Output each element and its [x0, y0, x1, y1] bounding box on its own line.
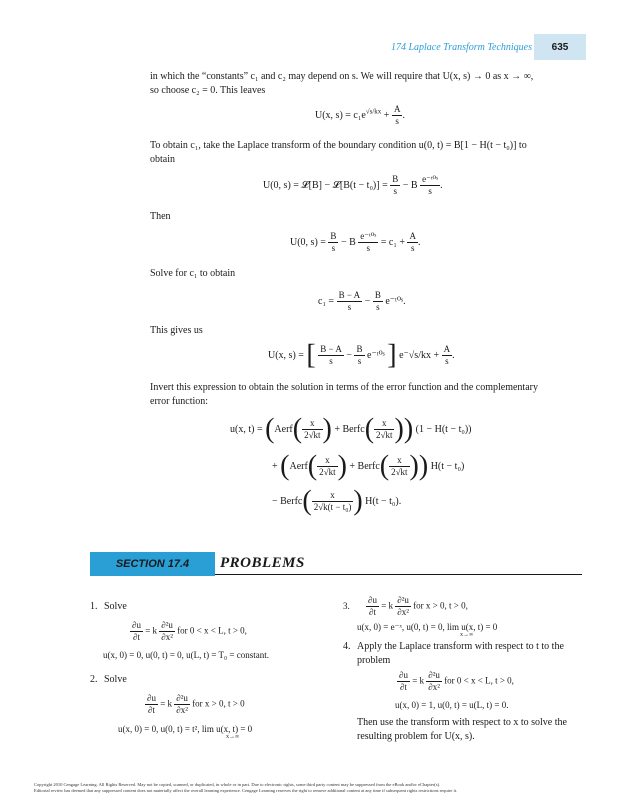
bracket-left: [ — [306, 339, 316, 371]
numerator: B — [374, 290, 381, 300]
numerator: ∂u — [399, 670, 408, 680]
fraction — [130, 620, 143, 643]
numerator: ∂²u — [428, 670, 440, 680]
eq-text: e⁻ᵗ⁰ˢ — [367, 349, 385, 361]
eq-text: for 0 < x < L, t > 0, — [177, 625, 247, 636]
problem-number: 4. — [343, 641, 351, 652]
fraction — [392, 104, 403, 127]
fraction — [373, 290, 383, 313]
eq-text: U(x, s) = — [268, 349, 304, 361]
eq-text: u(x, t) = — [230, 423, 263, 435]
paren-left: ( — [307, 450, 318, 482]
fraction — [317, 455, 337, 478]
equation-1 — [315, 104, 405, 127]
denominator: s — [445, 356, 449, 366]
paren-right: ) — [403, 413, 414, 445]
numerator: B — [330, 231, 337, 241]
denominator: ∂x² — [176, 705, 188, 715]
denominator: ∂t — [133, 632, 140, 642]
denominator: ∂x² — [161, 632, 173, 642]
problem-2-bc — [118, 724, 253, 740]
problem-text: Apply the Laplace transform with respect to t to the — [357, 641, 564, 652]
eq-text: e⁻√s/kx — [399, 349, 431, 361]
numerator: ∂u — [368, 595, 377, 605]
problem-1-bc: u(x, 0) = 0, u(0, t) = 0, u(L, t) = T₀ = constant. — [103, 650, 269, 660]
fraction — [159, 620, 175, 643]
equation-6-line-3 — [272, 485, 402, 517]
paren-left: ( — [302, 485, 312, 517]
numerator: A — [409, 231, 416, 241]
fraction — [328, 231, 338, 254]
eq-text: . — [440, 179, 443, 191]
numerator: A — [443, 344, 451, 354]
eq-text: + — [272, 460, 278, 472]
problem-number: 3. — [343, 600, 350, 611]
equation-3 — [290, 231, 420, 254]
eq-text: = k — [160, 698, 173, 709]
eq-text: Aerf — [274, 423, 293, 435]
limit-subscript: x→∞ — [460, 632, 474, 638]
eq-text: U(0, s) = — [290, 236, 326, 248]
eq-text: = k — [412, 675, 425, 686]
numerator: ∂u — [132, 620, 141, 630]
paren-left: ( — [292, 413, 303, 445]
denominator: 2√kt — [391, 467, 408, 477]
denominator: 2√kt — [376, 430, 393, 440]
fraction — [389, 455, 409, 478]
running-title: 174 Laplace Transform Techniques — [390, 42, 532, 53]
fraction — [318, 344, 344, 367]
numerator: x — [312, 490, 354, 502]
problem-number: 2. — [90, 674, 98, 685]
eq-text: for x > 0, t > 0 — [192, 698, 245, 709]
problem-4-pde — [397, 670, 514, 693]
numerator: ∂²u — [397, 595, 409, 605]
numerator: x — [389, 455, 409, 467]
fraction — [145, 693, 158, 716]
fraction — [366, 595, 379, 618]
eq-text: c₁ = — [318, 295, 335, 307]
problem-2 — [90, 673, 127, 687]
text-line: in which the “constants” c₁ and c₂ may depend on s. We will require that U(x, s) → 0 as x → ∞, — [150, 71, 534, 82]
denominator: 2√kt — [319, 467, 336, 477]
equation-4 — [318, 290, 406, 313]
numerator: A — [393, 104, 401, 114]
eq-text: for x > 0, t > 0, — [413, 600, 468, 611]
problem-3-bc — [357, 622, 498, 638]
problem-2-pde — [145, 693, 245, 716]
eq-text: for 0 < x < L, t > 0, — [444, 675, 514, 686]
eq-text: U(x, s) = c₁e — [315, 109, 366, 121]
paragraph-2 — [150, 139, 590, 167]
problem-text: Solve — [104, 601, 127, 612]
fraction — [426, 670, 442, 693]
problem-text: resulting problem for U(x, s). — [357, 731, 475, 742]
fraction — [395, 595, 411, 618]
section-title: PROBLEMS — [220, 555, 305, 571]
limit-subscript: x→∞ — [226, 734, 240, 740]
fraction — [407, 231, 418, 254]
paren-right: ) — [394, 413, 404, 445]
numerator: B — [356, 344, 363, 354]
numerator: B − A — [320, 344, 342, 354]
fraction — [337, 290, 363, 313]
eq-text: + — [383, 109, 390, 121]
numerator: e⁻ᵗ⁰ˢ — [422, 174, 439, 184]
eq-text: = k — [145, 625, 158, 636]
denominator: s — [376, 302, 380, 312]
problem-number: 1. — [90, 601, 98, 612]
numerator: ∂²u — [161, 620, 173, 630]
numerator: B − A — [338, 290, 361, 300]
equation-2 — [263, 174, 443, 197]
paragraph-1 — [150, 70, 590, 98]
fraction — [312, 490, 354, 513]
bracket-right: ] — [387, 339, 397, 371]
denominator: 2√kt — [304, 430, 321, 440]
fraction — [442, 344, 453, 367]
denominator: s — [395, 116, 399, 126]
eq-text: e⁻ᵗ⁰ˢ. — [385, 295, 406, 307]
problem-text: Then use the transform with respect to x to solve the — [357, 717, 567, 728]
denominator: ∂x² — [397, 607, 409, 617]
problem-3-pde — [343, 595, 468, 618]
eq-text: . — [452, 349, 455, 361]
paragraph-invert — [150, 381, 590, 409]
eq-text: . — [417, 236, 421, 248]
fraction — [358, 231, 378, 254]
equation-5 — [268, 339, 455, 371]
eq-text: U(0, s) = 𝓛[B] − 𝓛[B(t − t₀)] = — [263, 179, 388, 191]
denominator: s — [393, 186, 398, 196]
problem-1-pde — [130, 620, 247, 643]
solve-for-label: Solve for c₁ to obtain — [150, 268, 236, 279]
paren-left: ( — [364, 413, 375, 445]
denominator: ∂t — [369, 607, 376, 617]
paren-right: ) — [322, 413, 332, 445]
problem-4-bc: u(x, 0) = 1, u(0, t) = u(L, t) = 0. — [395, 700, 509, 710]
fraction — [354, 344, 364, 367]
fraction — [174, 693, 190, 716]
denominator: ∂x² — [428, 682, 440, 692]
eq-sup: √s/kx — [365, 107, 382, 116]
eq-text: u(x, 0) = 0, u(0, t) = t², lim u(x, t) = 0 — [118, 724, 253, 734]
text-line: error function: — [150, 396, 209, 407]
paren-right: ) — [418, 450, 429, 482]
section-label: SECTION 17.4 — [90, 552, 215, 576]
paren-right: ) — [353, 485, 363, 517]
denominator: s — [331, 243, 336, 253]
eq-text: (1 − H(t − t₀)) — [415, 423, 472, 435]
section-heading — [90, 552, 582, 576]
denominator: s — [428, 186, 432, 196]
then-label: Then — [150, 211, 171, 222]
paren-right: ) — [409, 450, 419, 482]
denominator: s — [347, 302, 352, 312]
numerator: x — [317, 455, 337, 467]
eq-text: u(x, 0) = e⁻ˣ, u(0, t) = 0, lim u(x, t) = 0 — [357, 622, 498, 632]
page-number: 635 — [534, 34, 586, 60]
eq-text: Aerf — [289, 460, 308, 472]
eq-text: − B — [402, 179, 418, 191]
eq-text: + Berfc — [349, 460, 380, 472]
problem-4 — [343, 640, 583, 668]
text-line: To obtain c₁, take the Laplace transform of the boundary condition u(0, t) = B[1 − H(t − t₀)] to — [150, 140, 527, 151]
denominator: ∂t — [400, 682, 407, 692]
denominator: ∂t — [148, 705, 155, 715]
numerator: ∂u — [147, 693, 156, 703]
paren-left: ( — [379, 450, 390, 482]
problem-text: Solve — [104, 674, 127, 685]
eq-text: + — [433, 349, 440, 361]
footer-line: Editorial review has deemed that any suppressed content does not materially affect the overall learning experience. Cengage Learning reserves the right to remove additional content at any time if subsequent rights restrictions require it. — [34, 788, 458, 793]
footer-line: Copyright 2010 Cengage Learning. All Rights Reserved. May not be copied, scanned, or duplicated, in whole or in part. Due to electronic rights, some third party content may be suppressed from the eBook and/or eChapter(s). — [34, 782, 441, 787]
text-line: Invert this expression to obtain the solution in terms of the error function and the complementary — [150, 382, 538, 393]
numerator: ∂²u — [176, 693, 188, 703]
equation-6-line-2 — [272, 450, 465, 482]
numerator: x — [374, 418, 394, 430]
equation-6-line-1 — [230, 413, 472, 445]
fraction — [420, 174, 440, 197]
fraction — [374, 418, 394, 441]
numerator: x — [302, 418, 322, 430]
eq-text: − — [346, 349, 352, 361]
denominator: s — [329, 356, 333, 366]
numerator: e⁻ᵗ⁰ˢ — [360, 231, 377, 241]
numerator: B — [392, 174, 399, 184]
eq-text: − B — [340, 236, 356, 248]
eq-text: + Berfc — [334, 423, 365, 435]
problem-4-then — [357, 716, 587, 744]
eq-text: = c₁ + — [380, 236, 405, 248]
section-rule — [215, 574, 582, 575]
gives-us-label: This gives us — [150, 325, 203, 336]
paren-right: ) — [337, 450, 347, 482]
text-line: obtain — [150, 154, 175, 165]
text-line: so choose c₂ = 0. This leaves — [150, 85, 266, 96]
denominator: 2√k(t − t₀) — [313, 502, 352, 512]
eq-text: . — [402, 109, 405, 121]
denominator: s — [410, 243, 415, 253]
eq-text: − Berfc — [272, 495, 303, 507]
eq-text: H(t − t₀). — [365, 495, 402, 507]
eq-text: H(t − t₀) — [430, 460, 465, 472]
copyright-footer — [34, 782, 594, 794]
paren-left: ( — [280, 450, 290, 482]
eq-text: = k — [381, 600, 394, 611]
paren-left: ( — [265, 413, 275, 445]
problem-1 — [90, 600, 127, 614]
fraction — [390, 174, 400, 197]
problem-text: problem — [357, 655, 391, 666]
eq-text: − — [364, 295, 371, 307]
fraction — [302, 418, 322, 441]
denominator: s — [366, 243, 370, 253]
fraction — [397, 670, 410, 693]
denominator: s — [357, 356, 362, 366]
